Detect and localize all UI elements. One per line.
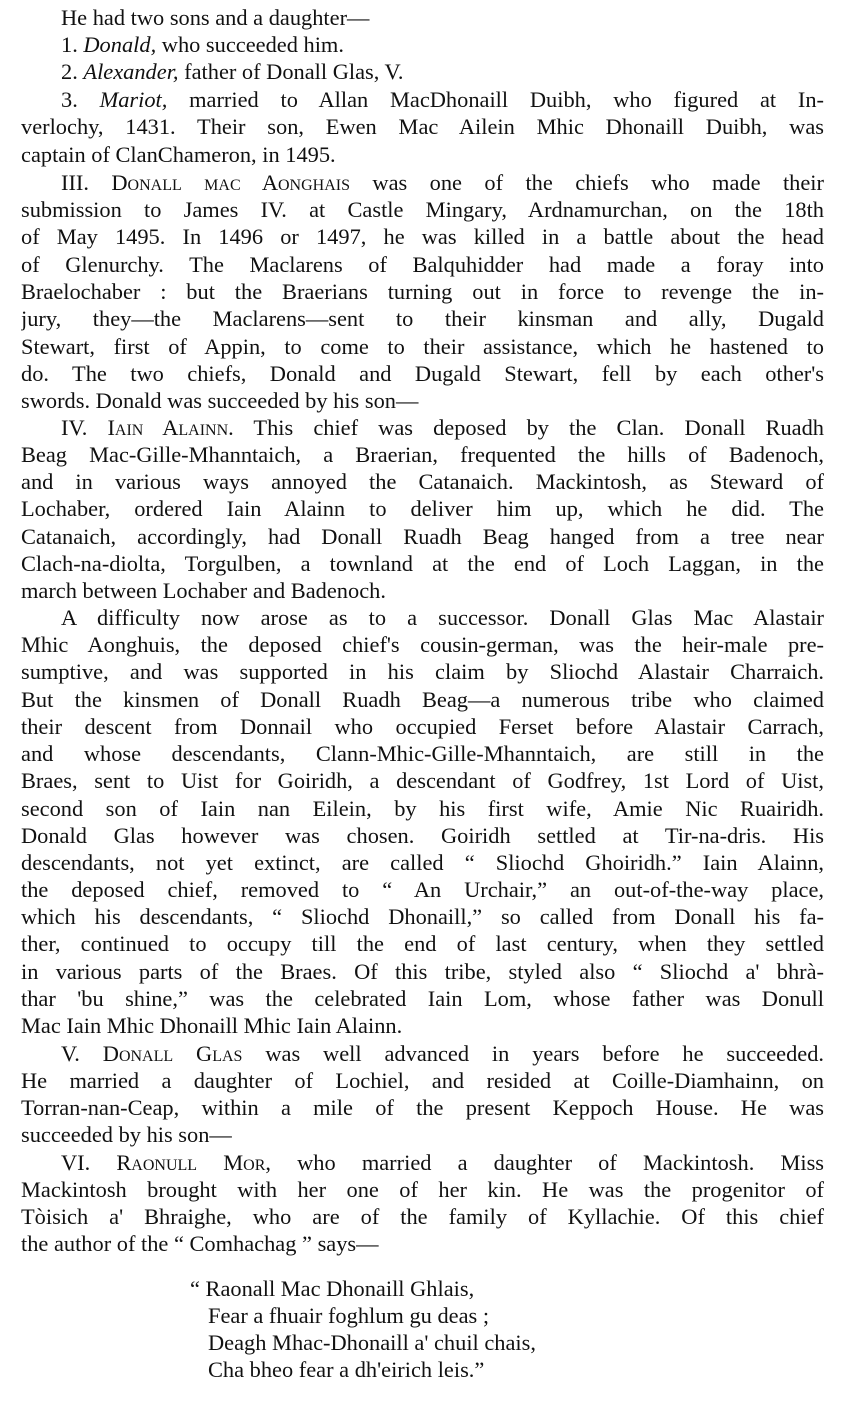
text-line [21, 141, 824, 168]
text-run: Donald Glas however was chosen. Goiridh settled at Tir-na-dris. His [21, 823, 824, 848]
text-line [21, 441, 824, 468]
text-line [21, 985, 824, 1012]
text-run: Mac Iain Mhic Dhonaill Mhic Iain Alainn. [21, 1013, 403, 1038]
text-line [21, 223, 824, 250]
text-run: Lochaber, ordered Iain Alainn to deliver him up, which he did. The [21, 496, 824, 521]
text-line [21, 113, 824, 140]
text-line [21, 686, 824, 713]
text-line [21, 333, 824, 360]
text-run: IV. [61, 415, 108, 440]
text-line [21, 930, 824, 957]
text-line [21, 1012, 824, 1039]
text-run: 1. [61, 32, 84, 57]
text-run: of May 1495. In 1496 or 1497, he was killed in a battle about the head [21, 224, 824, 249]
text-run: descendants, not yet extinct, are called “ Sliochd Ghoiridh.” Iain Alainn, [21, 850, 824, 875]
text-run: jury, they—the Maclarens—sent to their kinsman and ally, Dugald [21, 306, 824, 331]
text-run: Fear a fhuair foghlum gu deas ; [208, 1303, 490, 1328]
text-line [21, 903, 824, 930]
text-run: the deposed chief, removed to “ An Urchair,” an out-of-the-way place, [21, 877, 824, 902]
text-run: who succeeded him. [156, 32, 344, 57]
text-line [21, 495, 824, 522]
text-run: the author of the “ Comhachag ” says— [21, 1231, 379, 1256]
text-run: was one of the chiefs who made their [349, 170, 824, 195]
text-run: But the kinsmen of Donall Ruadh Beag—a numerous tribe who claimed [21, 687, 824, 712]
text-line [21, 577, 824, 604]
text-line [21, 767, 824, 794]
text-run: do. The two chiefs, Donald and Dugald Stewart, fell by each other's [21, 361, 824, 386]
text-line [21, 387, 824, 414]
chief-name: Raonull Mor, [116, 1150, 271, 1175]
text-line [21, 196, 824, 223]
text-run: V. [61, 1041, 103, 1066]
text-run: Cha bheo fear a dh'eirich leis.” [208, 1357, 485, 1382]
text-run: verlochy, 1431. Their son, Ewen Mac Ailein Mhic Dhonaill Duibh, was [21, 114, 824, 139]
text-line [21, 658, 824, 685]
text-line [21, 876, 824, 903]
text-line [21, 740, 824, 767]
text-run: of Glenurchy. The Maclarens of Balquhidder had made a foray into [21, 252, 824, 277]
text-run: Catanaich, accordingly, had Donall Ruadh Beag hanged from a tree near [21, 524, 824, 549]
text-run: Beag Mac-Gille-Mhanntaich, a Braerian, frequented the hills of Badenoch, [21, 442, 824, 467]
text-run: was well advanced in years before he succeeded. [242, 1041, 824, 1066]
text-run: 2. [61, 59, 84, 84]
text-run: 3. [61, 87, 100, 112]
chief-name: Iain Alainn. [107, 415, 234, 440]
text-line [21, 251, 824, 278]
child-name: Alexander, [83, 59, 179, 84]
text-run: Mhic Aonghuis, the deposed chief's cousin-german, was the heir-male pre- [21, 632, 824, 657]
text-run: Mackintosh brought with her one of her kin. He was the progenitor of [21, 1177, 824, 1202]
text-run: and whose descendants, Clann-Mhic-Gille-Mhanntaich, are still in the [21, 741, 824, 766]
text-run: their descent from Donnail who occupied Ferset before Alastair Carrach, [21, 714, 824, 739]
text-line [21, 822, 824, 849]
text-line [21, 305, 824, 332]
text-line [61, 604, 824, 631]
text-run: march between Lochaber and Badenoch. [21, 578, 386, 603]
text-run: sumptive, and was supported in his claim by Sliochd Alastair Charraich. [21, 659, 824, 684]
text-run: and in various ways annoyed the Catanaich. Mackintosh, as Steward of [21, 469, 824, 494]
text-line [21, 795, 824, 822]
text-run: This chief was deposed by the Clan. Donall Ruadh [233, 415, 824, 440]
text-run: Torran-nan-Ceap, within a mile of the present Keppoch House. He was [21, 1095, 824, 1120]
text-run: III. [61, 170, 112, 195]
text-run: Stewart, first of Appin, to come to their assistance, which he hastened to [21, 334, 824, 359]
text-run: Braes, sent to Uist for Goiridh, a descendant of Godfrey, 1st Lord of Uist, [21, 768, 824, 793]
text-line [61, 169, 824, 196]
text-run: married to Allan MacDhonaill Duibh, who figured at In- [167, 87, 824, 112]
text-line [61, 86, 824, 113]
text-line [21, 631, 824, 658]
text-run: Clach-na-diolta, Torgulben, a townland at the end of Loch Laggan, in the [21, 551, 824, 576]
text-run: He had two sons and a daughter— [61, 5, 370, 30]
text-run: swords. Donald was succeeded by his son— [21, 388, 419, 413]
verse-line [208, 1356, 708, 1383]
text-run: Braelochaber : but the Braerians turning out in force to revenge the in- [21, 279, 824, 304]
text-run: in various parts of the Braes. Of this tribe, styled also “ Sliochd a' bhrà- [21, 959, 824, 984]
text-line [21, 1230, 824, 1257]
child-name: Mariot, [99, 87, 168, 112]
text-line [21, 1094, 824, 1121]
text-line [21, 550, 824, 577]
text-line [21, 1067, 824, 1094]
text-run: which his descendants, “ Sliochd Dhonaill,” so called from Donall his fa- [21, 904, 824, 929]
verse-line [208, 1302, 708, 1329]
text-run: “ Raonall Mac Dhonaill Ghlais, [190, 1276, 475, 1301]
text-line [21, 278, 824, 305]
child-name: Donald, [83, 32, 157, 57]
text-line [61, 1149, 824, 1176]
text-line [21, 468, 824, 495]
text-run: ther, continued to occupy till the end of last century, when they settled [21, 931, 824, 956]
verse-line [208, 1329, 708, 1356]
text-line [21, 523, 824, 550]
text-run: captain of ClanChameron, in 1495. [21, 142, 336, 167]
text-run: A difficulty now arose as to a successor. Donall Glas Mac Alastair [61, 605, 824, 630]
text-line [21, 713, 824, 740]
text-run: Tòisich a' Bhraighe, who are of the family of Kyllachie. Of this chief [21, 1204, 824, 1229]
text-run: He married a daughter of Lochiel, and resided at Coille-Diamhainn, on [21, 1068, 824, 1093]
text-line [21, 1203, 824, 1230]
text-line [21, 958, 824, 985]
text-line [21, 1121, 824, 1148]
text-run: VI. [61, 1150, 117, 1175]
chief-name: Donall Glas [102, 1041, 243, 1066]
text-line [61, 31, 824, 58]
text-line [21, 1176, 824, 1203]
text-run: Deagh Mhac-Dhonaill a' chuil chais, [208, 1330, 536, 1355]
text-line [21, 360, 824, 387]
verse-line [190, 1275, 690, 1302]
text-run: thar 'bu shine,” was the celebrated Iain Lom, whose father was Donull [21, 986, 824, 1011]
chief-name: Donall mac Aonghais [111, 170, 350, 195]
text-line [21, 849, 824, 876]
text-line [61, 414, 824, 441]
text-run: father of Donall Glas, V. [178, 59, 404, 84]
text-run: who married a daughter of Mackintosh. Miss [270, 1150, 824, 1175]
text-line [61, 1040, 824, 1067]
text-run: submission to James IV. at Castle Mingary, Ardnamurchan, on the 18th [21, 197, 824, 222]
text-run: second son of Iain nan Eilein, by his first wife, Amie Nic Ruairidh. [21, 796, 824, 821]
text-line [61, 4, 824, 31]
text-line [61, 58, 824, 85]
text-run: succeeded by his son— [21, 1122, 232, 1147]
